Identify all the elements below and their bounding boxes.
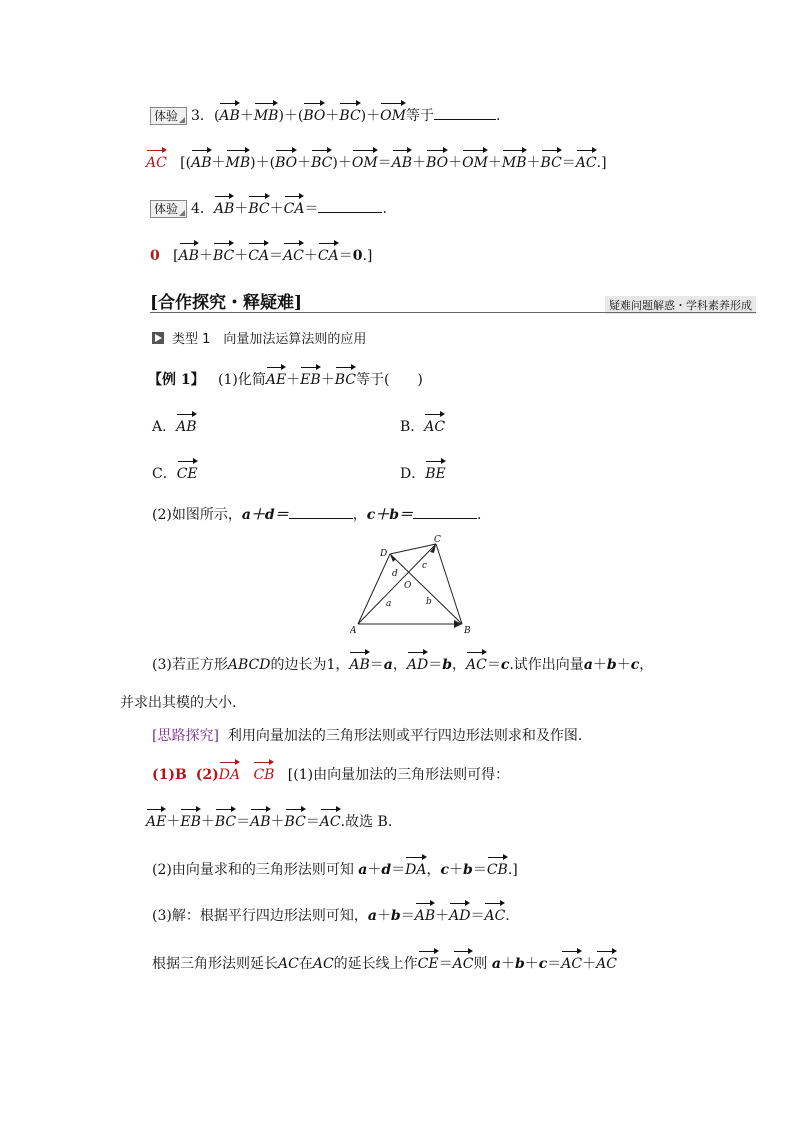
option-b: B．AC (400, 419, 446, 435)
label-o: O (404, 581, 412, 591)
vec-om: OM (380, 108, 406, 124)
option-c: C．CE (152, 466, 198, 482)
label-d: D (380, 549, 388, 559)
vec-ab: AB (219, 108, 240, 124)
exp4-tag: 体验 (150, 200, 187, 218)
exp3-question: 体验 3．(AB＋MB)＋(BO＋BC)＋OM等于 . (150, 106, 500, 126)
ex1-label: 【例 1】 (148, 372, 205, 388)
section-subtitle: 疑难问题解惑・学科素养形成 (605, 296, 756, 314)
exp3-blank (434, 107, 496, 120)
exp3-answer-vec: AC (146, 155, 167, 171)
solution-step1: AE＋EB＋BC＝AB＋BC＝AC.故选 B． (146, 814, 402, 830)
solution-step2: (2)由向量求和的三角形法则可知 a＋d＝DA，c＋b＝CB.] (152, 862, 518, 878)
play-icon (152, 332, 164, 344)
label-vec-c: c (422, 561, 428, 571)
section-title: [合作探究・释疑难] (150, 293, 303, 313)
side-da (358, 554, 390, 624)
exp4-question: 体验 4．AB＋BC＋CA＝ . (150, 199, 387, 219)
exp4-answer-value: 0 (150, 248, 160, 264)
option-a: A．AB (152, 419, 197, 435)
label-c: C (434, 535, 441, 545)
exp4-answer: 0 [AB＋BC＋CA＝AC＋CA＝0.] (150, 248, 373, 264)
thinking-label: [思路探究] (152, 728, 219, 744)
ex1-q2: (2)如图所示，a＋d＝ ，c＋b＝ . (152, 507, 482, 523)
option-d: D．BE (400, 466, 446, 482)
solution-step4: 根据三角形法则延长AC在AC的延长线上作CE＝AC则 a＋b＋c＝AC＋AC (152, 956, 617, 972)
type1-heading: 类型 1 向量加法运算法则的应用 (152, 330, 366, 350)
thinking-line: [思路探究] 利用向量加法的三角形法则或平行四边形法则求和及作图. (152, 728, 583, 744)
label-vec-a: a (386, 599, 392, 609)
exp3-tag: 体验 (150, 107, 187, 125)
ex1-q1: 【例 1】 (1)化简AE＋EB＋BC等于( ) (148, 372, 423, 388)
ex1-q3: (3)若正方形ABCD的边长为1，AB＝a，AD＝b，AC＝c.试作出向量a＋b＋c， (152, 657, 654, 673)
ex1-q3-cont: 并求出其模的大小. (120, 695, 237, 711)
quadrilateral-figure (350, 534, 480, 636)
label-a: A (350, 626, 357, 636)
vec-mb: MB (253, 108, 279, 124)
solution-answers: (1)B (2)DA CB [(1)由向量加法的三角形法则可得： (152, 767, 510, 783)
side-cd (390, 544, 436, 554)
label-vec-b: b (426, 597, 432, 607)
label-vec-d: d (392, 569, 398, 579)
vec-bc: BC (339, 108, 361, 124)
solution-step3: (3)解：根据平行四边形法则可知，a＋b＝AB＋AD＝AC. (152, 908, 510, 924)
section-divider (150, 312, 756, 313)
diag-ac (358, 544, 436, 624)
label-b: B (464, 626, 471, 636)
exp4-blank (318, 200, 382, 213)
exp3-answer: AC [(AB＋MB)＋(BO＋BC)＋OM＝AB＋BO＋OM＋MB＋BC＝AC.] (146, 155, 607, 171)
vec-bo: BO (303, 108, 326, 124)
